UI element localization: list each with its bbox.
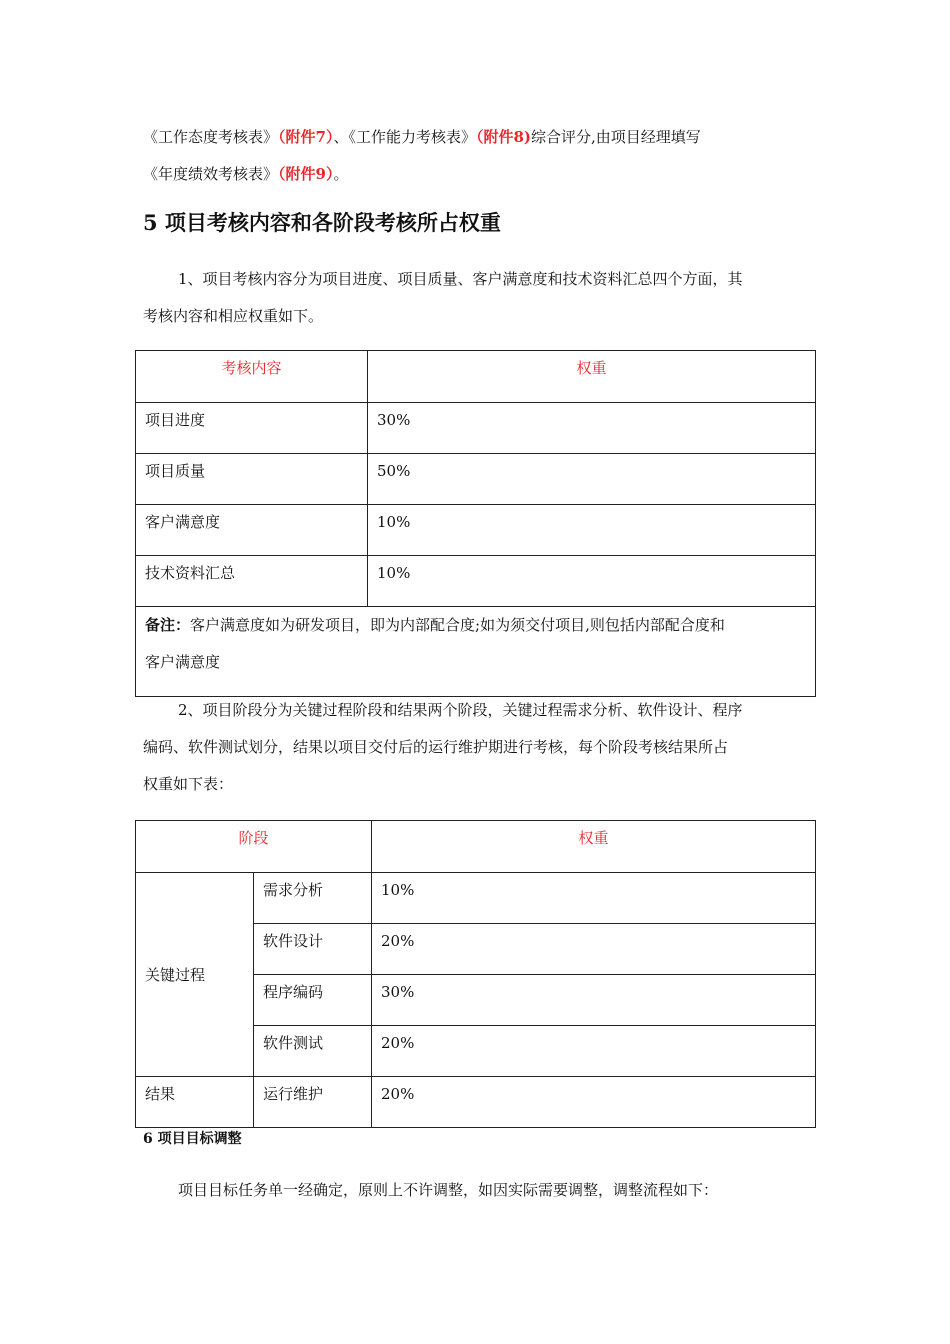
stage-cell: 软件设计 <box>254 924 372 975</box>
section-6-heading: 6 项目目标调整 <box>143 1131 242 1147</box>
stage-cell: 需求分析 <box>254 873 372 924</box>
note-line-1 <box>145 607 806 644</box>
note-cell <box>136 607 816 697</box>
intro-text: 、《工作能力考核表》 <box>333 128 476 146</box>
intro-text: 综合评分,由项目经理填写 <box>531 128 701 146</box>
para2-line-2: 编码、软件测试划分，结果以项目交付后的运行维护期进行考核，每个阶段考核结果所占 <box>143 738 729 756</box>
table-row <box>136 873 816 924</box>
header-cell: 权重 <box>372 821 816 873</box>
para2-line-3: 权重如下表： <box>143 775 234 793</box>
weight-cell: 10% <box>372 873 816 924</box>
item-cell: 项目进度 <box>136 403 368 454</box>
stage-cell: 运行维护 <box>254 1077 372 1128</box>
para1-line-1: 1、项目考核内容分为项目进度、项目质量、客户满意度和技术资料汇总四个方面，其 <box>178 270 743 288</box>
para2-line-1: 2、项目阶段分为关键过程阶段和结果两个阶段，关键过程需求分析、软件设计、程序 <box>178 701 743 719</box>
table-row <box>136 556 816 607</box>
section-5-heading: 5 项目考核内容和各阶段考核所占权重 <box>143 210 501 235</box>
header-cell: 阶段 <box>136 821 372 873</box>
stage-weight-table <box>135 820 816 1128</box>
item-cell: 项目质量 <box>136 454 368 505</box>
group-cell: 结果 <box>136 1077 254 1128</box>
note-label: 备注： <box>145 616 191 634</box>
intro-line-2 <box>143 163 348 185</box>
weight-cell: 10% <box>368 505 816 556</box>
stage-cell: 程序编码 <box>254 975 372 1026</box>
item-cell: 技术资料汇总 <box>136 556 368 607</box>
table-note-row <box>136 607 816 697</box>
attachment-ref: （附件9） <box>278 165 334 183</box>
section-6-paragraph: 项目目标任务单一经确定，原则上不许调整，如因实际需要调整，调整流程如下： <box>178 1181 719 1199</box>
weight-cell: 50% <box>368 454 816 505</box>
weight-cell: 20% <box>372 1026 816 1077</box>
weight-cell: 30% <box>368 403 816 454</box>
attachment-ref: （附件8) <box>475 128 532 146</box>
table-header-row <box>136 821 816 873</box>
group-cell: 关键过程 <box>136 873 254 1077</box>
intro-text: 《工作态度考核表》 <box>143 128 279 146</box>
attachment-ref: （附件7） <box>278 128 334 146</box>
header-cell: 考核内容 <box>136 351 368 403</box>
table-header-row <box>136 351 816 403</box>
intro-line-1 <box>143 126 701 148</box>
weight-cell: 10% <box>368 556 816 607</box>
intro-text: 《年度绩效考核表》 <box>143 165 279 183</box>
item-cell: 客户满意度 <box>136 505 368 556</box>
weight-cell: 20% <box>372 924 816 975</box>
table-row <box>136 403 816 454</box>
table-row <box>136 454 816 505</box>
stage-cell: 软件测试 <box>254 1026 372 1077</box>
header-cell: 权重 <box>368 351 816 403</box>
intro-text: 。 <box>333 165 349 183</box>
note-text: 客户满意度如为研发项目，即为内部配合度;如为须交付项目,则包括内部配合度和 <box>190 616 725 634</box>
weight-table <box>135 350 816 697</box>
weight-cell: 30% <box>372 975 816 1026</box>
table-row <box>136 1077 816 1128</box>
weight-cell: 20% <box>372 1077 816 1128</box>
para1-line-2: 考核内容和相应权重如下。 <box>143 307 324 325</box>
note-line-2: 客户满意度 <box>145 653 221 671</box>
table-row <box>136 505 816 556</box>
